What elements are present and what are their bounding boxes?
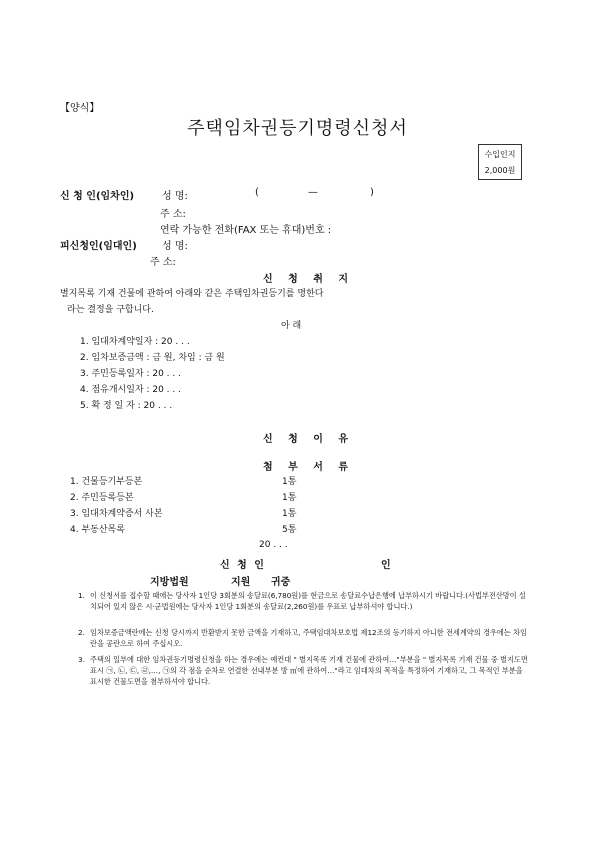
applicant-id-dash: — <box>308 187 318 198</box>
attachment-count: 1통 <box>282 509 297 519</box>
applicant-contact-label: 연락 가능한 전화(FAX 또는 휴대)번호 : <box>160 225 332 236</box>
court-name: 지방법원 <box>150 577 189 588</box>
purpose-text-line2: 라는 결정을 구합니다. <box>67 305 154 315</box>
applicant-address-label: 주 소: <box>160 209 186 220</box>
note-item <box>78 627 530 649</box>
applicant-name-label: 성 명: <box>162 191 188 202</box>
court-suffix: 귀중 <box>271 577 291 588</box>
purpose-item: 4. 점유개시일자 : 20 . . . <box>80 385 181 395</box>
purpose-item: 2. 임차보증금액 : 금 원, 차임 : 금 원 <box>80 353 225 363</box>
note-number: 2. <box>78 628 85 637</box>
attachment-count: 1통 <box>282 493 297 503</box>
attachment-name: 2. 주민등록등본 <box>70 493 134 503</box>
note-text: 이 신청서를 접수할 때에는 당사자 1인당 3회분의 송달료(6,780원)를 현금으로 송달료수납은행에 납부하시기 바랍니다.(사법부전산망이 설치되어 있지 않은 시·군법원에는 당사자 1인당 1회분의 송달료(2,260원)를 우표로 납부하셔야 합니다.) <box>90 591 526 611</box>
note-item <box>78 654 530 687</box>
attachment-name: 4. 부동산목록 <box>70 525 125 535</box>
note-item <box>78 590 530 612</box>
attachment-name: 3. 임대차계약증서 사본 <box>70 509 163 519</box>
purpose-heading: 신 청 취 지 <box>263 274 355 285</box>
signer-label: 신 청 인 <box>220 560 266 571</box>
purpose-item: 1. 임대차계약일자 : 20 . . . <box>80 337 190 347</box>
attachments-heading: 첨 부 서 류 <box>263 462 355 473</box>
applicant-id-close: ) <box>370 187 374 198</box>
signer-seal: 인 <box>381 560 391 571</box>
document-title: 주택임차권등기명령신청서 <box>187 118 408 139</box>
note-text: 주택의 일부에 대한 임차권등기명령신청을 하는 경우에는 예컨대 " 별지목록 기재 건물에 관하여…"부분을 " 별지목록 기재 건물 중 별지도면 표시 ㉠, ㉡, ㉢, ㉣,…, ㉠의 각 점을 순차로 연결한 선내부분 방 ㎡에 관하여…"라고 임대차의 목적을 특정하여 기재하고, 그 목적인 부분을 표시한 건물도면을 첨부하셔야 합니다. <box>90 655 528 686</box>
note-text: 임차보증금액란에는 신청 당시까지 반환받지 못한 금액을 기재하고, 주택임대차보호법 제12조의 등기하지 아니한 전세계약의 경우에는 차임란을 공란으로 하여 주십시오. <box>90 628 527 648</box>
purpose-item: 3. 주민등록일자 : 20 . . . <box>80 369 181 379</box>
purpose-item: 5. 확 정 일 자 : 20 . . . <box>80 401 173 411</box>
stamp-amount: 2,000원 <box>484 166 516 175</box>
respondent-address-label: 주 소: <box>150 257 176 268</box>
attachment-count: 5통 <box>282 525 297 535</box>
form-type-label: 【양식】 <box>60 103 100 114</box>
below-label: 아 래 <box>281 321 302 331</box>
revenue-stamp-box <box>478 144 522 180</box>
date-line: 20 . . . <box>259 540 288 550</box>
respondent-label: 피신청인(임대인) <box>60 241 137 252</box>
attachment-name: 1. 건물등기부등본 <box>70 477 143 487</box>
applicant-label: 신 청 인(임차인) <box>60 191 135 202</box>
stamp-label: 수입인지 <box>484 150 516 159</box>
court-branch: 지원 <box>231 577 251 588</box>
applicant-id-open: ( <box>255 187 259 198</box>
note-number: 1. <box>78 591 85 600</box>
reason-heading: 신 청 이 유 <box>263 434 355 445</box>
note-number: 3. <box>78 655 85 664</box>
respondent-name-label: 성 명: <box>162 241 188 252</box>
attachment-count: 1통 <box>282 477 297 487</box>
purpose-text-line1: 별지목록 기재 건물에 관하여 아래와 같은 주택임차권등기를 명한다 <box>60 289 324 299</box>
